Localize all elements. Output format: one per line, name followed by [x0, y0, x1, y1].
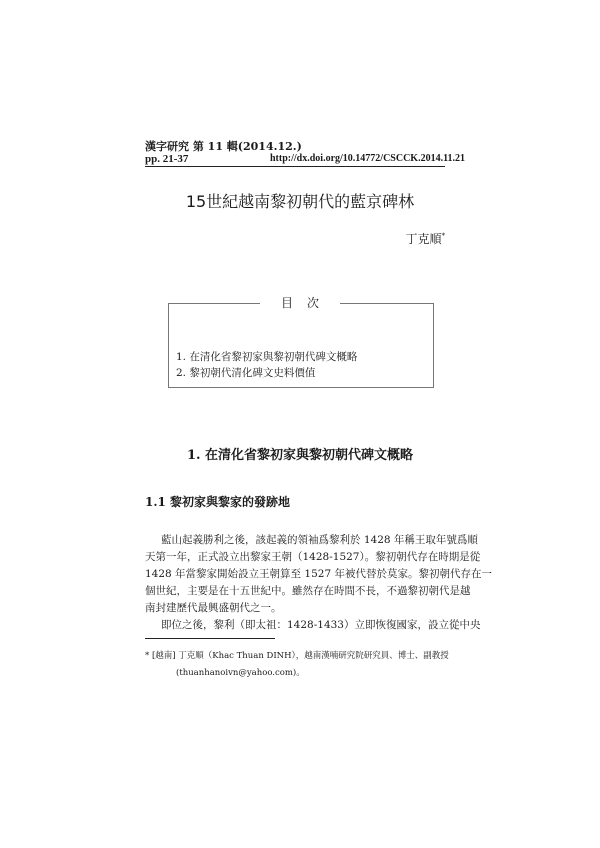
paragraph-line: 1428 年當黎家開始設立王朝算至 1527 年被代替於莫家。黎初朝代存在一 [145, 568, 492, 580]
author-footnote-mark: * [441, 232, 445, 240]
footnote-rule [145, 638, 275, 639]
journal-header: 漢字研究 第 11 輯(2014.12.) [145, 140, 302, 153]
paper-title: 15世紀越南黎初朝代的藍京碑林 [185, 192, 415, 211]
author-name-text: 丁克順 [405, 232, 442, 246]
header-rule [145, 166, 445, 167]
toc-top-rule-left [168, 303, 260, 304]
paragraph-line: 南封建歷代最興盛朝代之一。 [145, 602, 282, 614]
paragraph-line: 即位之後，黎利（即太祖：1428-1433）立即恢復國家，設立從中央 [161, 619, 481, 631]
doi-link[interactable]: http://dx.doi.org/10.14772/CSCCK.2014.11.21 [270, 153, 466, 164]
paragraph-line: 天第一年，正式設立出黎家王朝（1428-1527）。黎初朝代存在時期是從 [145, 551, 481, 563]
author-name [340, 230, 445, 247]
footnote-line-1: * [越南] 丁克順（Khac Thuan DINH），越南漢喃研究院研究員、博士、副教授 [145, 651, 449, 661]
subsection-heading: 1.1 黎初家與黎家的發跡地 [145, 495, 291, 509]
toc-item-2[interactable]: 2. 黎初朝代清化碑文史料價值 [176, 367, 316, 379]
paragraph-line: 個世紀，主要是在十五世紀中。雖然存在時間不長，不過黎初朝代是越 [145, 585, 471, 597]
section-heading: 1. 在清化省黎初家與黎初朝代碑文概略 [186, 448, 414, 463]
page-range: pp. 21-37 [145, 153, 189, 165]
toc-top-rule-right [340, 303, 433, 304]
footnote-email[interactable]: (thuanhanoivn@yahoo.com)。 [176, 668, 305, 678]
paragraph-line: 藍山起義勝利之後，該起義的領袖爲黎利於 1428 年稱王取年號爲順 [161, 534, 478, 546]
toc-title: 目次 [280, 296, 333, 310]
toc-item-1[interactable]: 1. 在清化省黎初家與黎初朝代碑文概略 [176, 351, 358, 363]
